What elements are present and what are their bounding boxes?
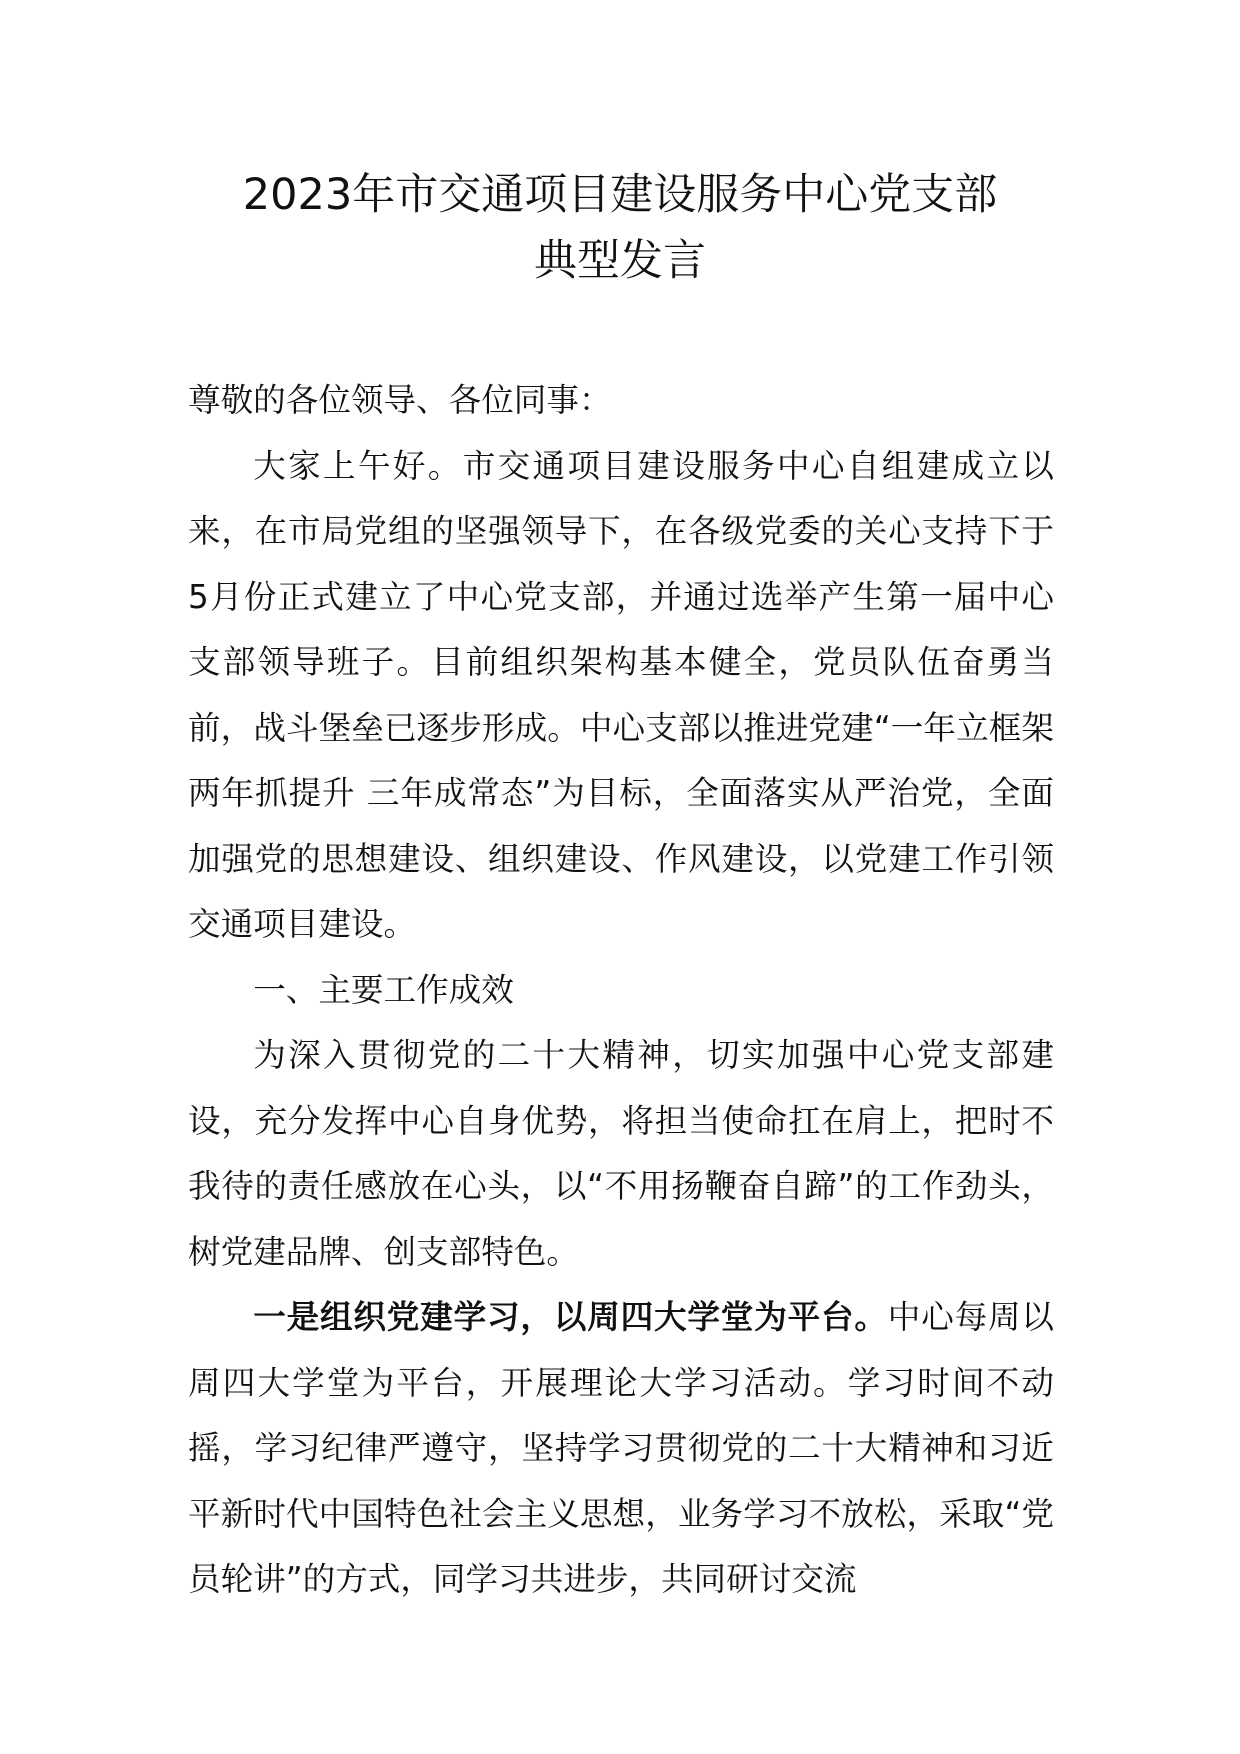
section-heading: 一、主要工作成效 <box>253 970 514 1009</box>
paragraph-study-text: 中心每周以周四大学堂为平台，开展理论大学习活动。学习时间不动摇，学习纪律严遵守，坚持学习贯彻党的二十大精神和习近平新时代中国特色社会主义思想，业务学习不放松，采取“党员轮讲”的方式，同学习共进步，共同研讨交流 <box>188 1298 1054 1598</box>
title-line-2: 典型发言 <box>534 236 706 286</box>
document-title <box>150 162 1090 294</box>
salutation: 尊敬的各位领导、各位同事： <box>188 381 612 419</box>
title-line-1: 2023年市交通项目建设服务中心党支部 <box>242 170 998 220</box>
paragraph-study <box>188 1285 1054 1613</box>
paragraph-lead-sentence: 一是组织党建学习，以周四大学堂为平台。 <box>253 1298 888 1336</box>
paragraph-opening: 大家上午好。市交通项目建设服务中心自组建成立以来，在市局党组的坚强领导下，在各级党委的关心支持下于5月份正式建立了中心党支部，并通过选举产生第一届中心支部领导班子。目前组织架构基本健全，党员队伍奋勇当前，战斗堡垒已逐步形成。中心支部以推进党建“一年立框架 两年抓提升 三年成常态”为目标，全面落实从严治党，全面加强党的思想建设、组织建设、作风建设，以党建工作引领交通项目建设。 <box>188 446 1054 943</box>
document-body <box>188 368 1054 1613</box>
paragraph-achievements-intro: 为深入贯彻党的二十大精神，切实加强中心党支部建设，充分发挥中心自身优势，将担当使命扛在肩上，把时不我待的责任感放在心头，以“不用扬鞭奋自蹄”的工作劲头，树党建品牌、创支部特色。 <box>188 1036 1054 1271</box>
